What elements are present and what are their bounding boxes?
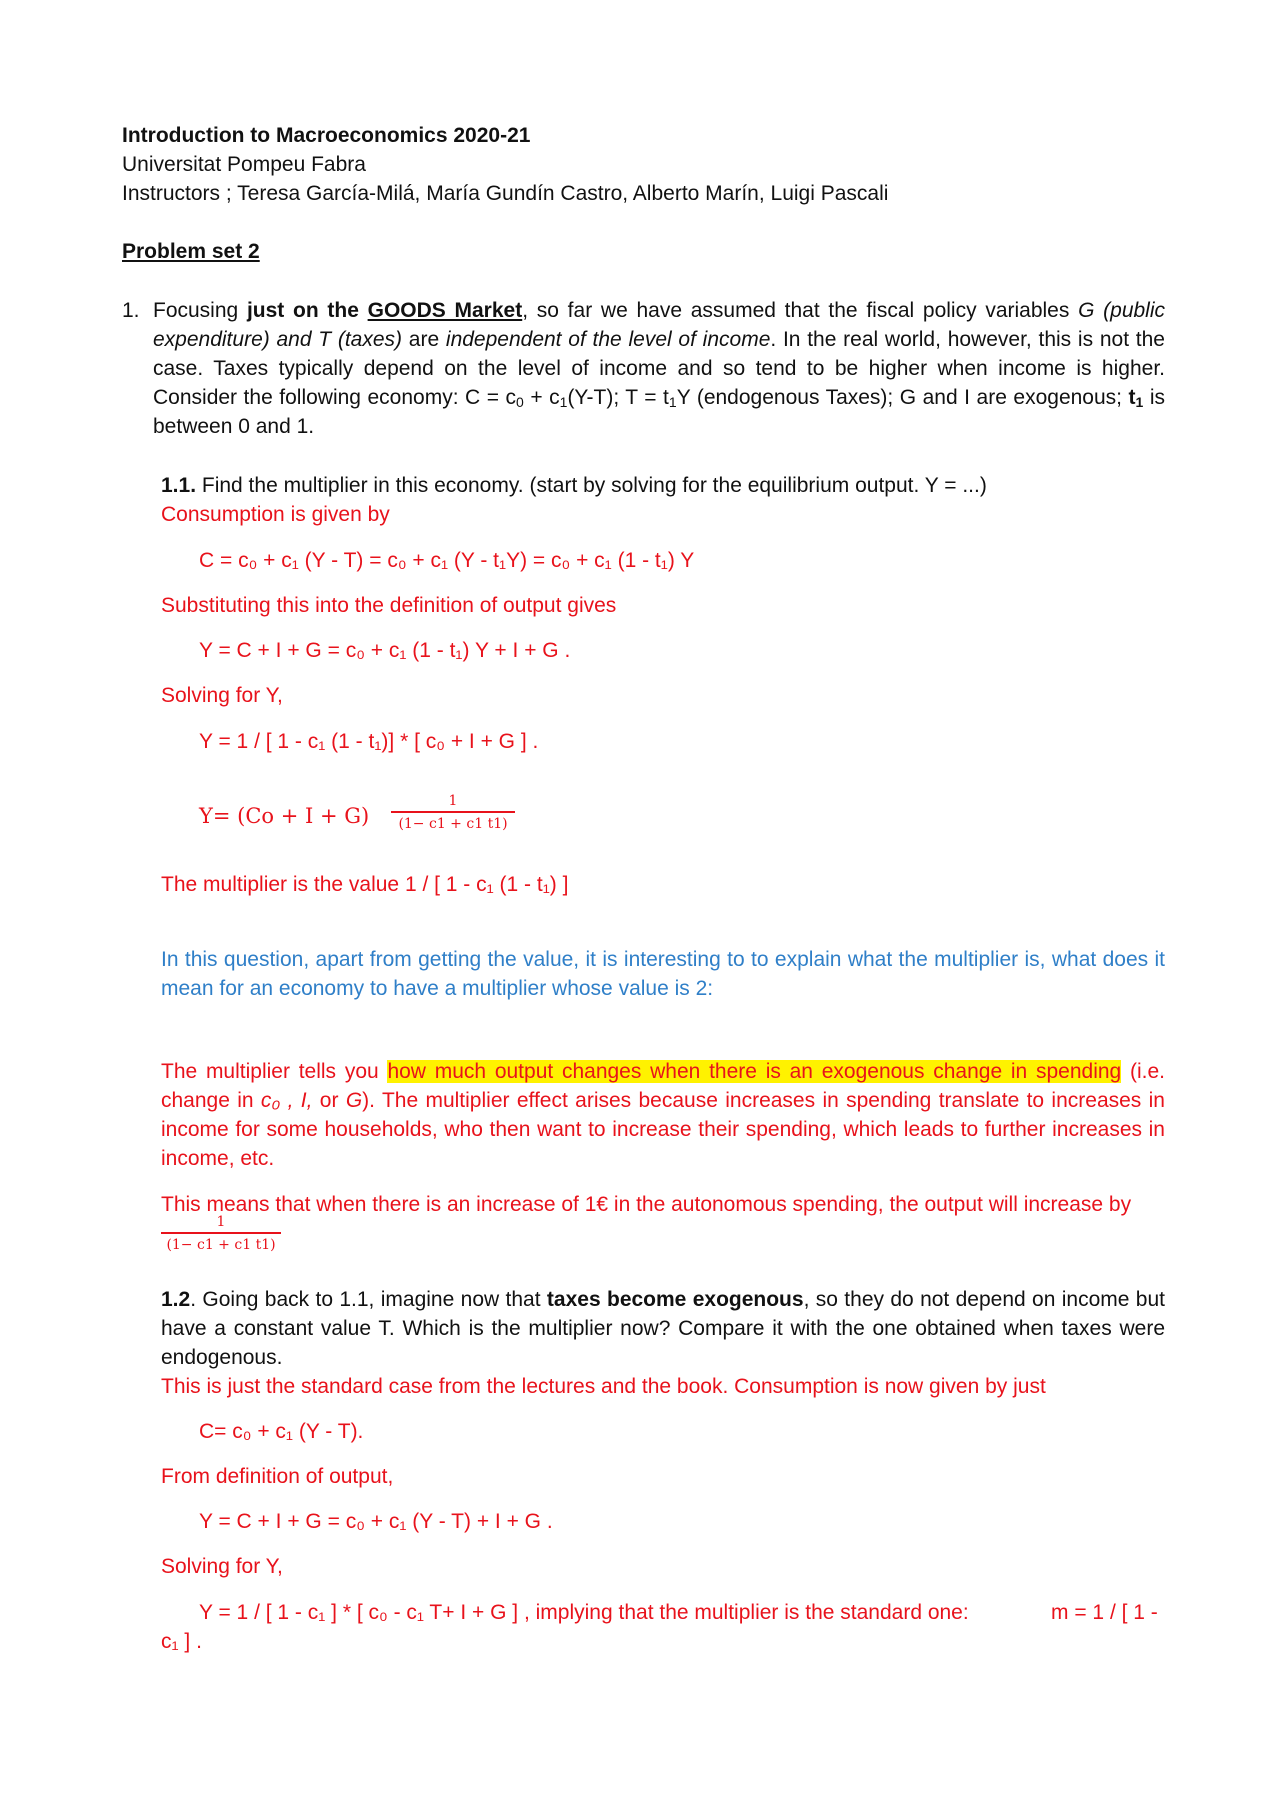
q1-part: Focusing bbox=[153, 299, 247, 322]
q1-goods-market: GOODS Market bbox=[367, 299, 523, 322]
q1-part-italic: independent of the level of income bbox=[445, 328, 771, 351]
question-1-2 bbox=[161, 1285, 1165, 1372]
q1-part-italic: G (public expenditure) and T (taxes) bbox=[153, 299, 1166, 351]
q12-part-bold: taxes become exogenous bbox=[546, 1288, 804, 1311]
expl-part: or bbox=[312, 1089, 346, 1112]
fraction-numerator: 1 bbox=[448, 793, 458, 809]
q1-part-bold: just on the bbox=[246, 299, 368, 322]
increase-fraction bbox=[161, 1213, 281, 1254]
fraction-denominator: (1− c1 + c1 t1) bbox=[166, 1236, 276, 1253]
q1-sub: 1 bbox=[1135, 394, 1144, 410]
expl-part: (i.e. change in bbox=[161, 1060, 1165, 1112]
q1-part: (Y-T); T = t bbox=[567, 386, 669, 409]
q1-part: . In the real world, however, this is not the case. Taxes typically depend on the level of income and so tend to be higher when income is higher. Consider the following economy: C = c bbox=[153, 328, 1165, 409]
q1-sub: 1 bbox=[668, 394, 677, 410]
university-name: Universitat Pompeu Fabra bbox=[122, 153, 366, 176]
equation-output-exog: Y = C + I + G = c₀ + c₁ (Y - T) + I + G . bbox=[199, 1510, 553, 1533]
q1-part: Y (endogenous Taxes); G and I are exogenous; bbox=[676, 386, 1129, 409]
multiplier-fraction bbox=[391, 792, 515, 833]
fraction-numerator: 1 bbox=[216, 1214, 226, 1230]
equation-consumption: C = c₀ + c₁ (Y - T) = c₀ + c₁ (Y - t₁Y) = c₀ + c₁ (1 - t₁) Y bbox=[199, 549, 695, 572]
multiplier-value-text: The multiplier is the value 1 / [ 1 - c₁ (1 - t₁) ] bbox=[161, 873, 569, 896]
fraction-bar bbox=[161, 1232, 281, 1234]
multiplier-explanation bbox=[161, 1057, 1165, 1173]
expl-part-italic: c₀ , I, bbox=[260, 1089, 313, 1112]
substituting-text: Substituting this into the definition of output gives bbox=[161, 594, 617, 617]
standard-case-text: This is just the standard case from the lectures and the book. Consumption is now given by just bbox=[161, 1375, 1046, 1398]
solving-text-2: Solving for Y, bbox=[161, 1555, 283, 1578]
question-1-text bbox=[153, 296, 1165, 441]
consumption-intro: Consumption is given by bbox=[161, 503, 390, 526]
question-1-1 bbox=[161, 471, 987, 500]
expl-part: ). The multiplier effect arises because increases in spending translate to increases in income for some households, who then want to increase their spending, which leads to further increases in income, etc. bbox=[161, 1089, 1165, 1170]
instructor-note: In this question, apart from getting the value, it is interesting to to explain what the multiplier is, what does it mean for an economy to have a multiplier whose value is 2: bbox=[161, 948, 1165, 1000]
q1-sub: 0 bbox=[516, 394, 524, 410]
equation-solution: Y = 1 / [ 1 - c₁ (1 - t₁)] * [ c₀ + I + G ] . bbox=[199, 730, 539, 753]
equation-output: Y = C + I + G = c₀ + c₁ (1 - t₁) Y + I + G . bbox=[199, 639, 571, 662]
equation-consumption-exog: C= c₀ + c₁ (Y - T). bbox=[199, 1420, 364, 1443]
definition-output-text: From definition of output, bbox=[161, 1465, 394, 1488]
q1-sub: 1 bbox=[559, 394, 568, 410]
q1-part: , so far we have assumed that the fiscal policy variables bbox=[522, 299, 1079, 322]
q1-part: are bbox=[402, 328, 446, 351]
means-text: This means that when there is an increase of 1€ in the autonomous spending, the output will increase by bbox=[161, 1193, 1132, 1216]
solving-text: Solving for Y, bbox=[161, 684, 283, 707]
q12-label: 1.2 bbox=[161, 1288, 191, 1311]
expl-part-italic: G bbox=[345, 1089, 363, 1112]
q11-label: 1.1. bbox=[161, 474, 197, 497]
q12-part: , so they do not depend on income but have a constant value T. Which is the multiplier now? Compare it with the one obtained when taxes were endogenous. bbox=[161, 1288, 1166, 1369]
equation-solution-exog: Y = 1 / [ 1 - c₁ ] * [ c₀ - c₁ T+ I + G ] , implying that the multiplier is the standard one: bbox=[199, 1601, 969, 1624]
standard-multiplier-end: c₁ ] . bbox=[161, 1630, 202, 1653]
question-1-number: 1. bbox=[122, 299, 140, 322]
instructors-line: Instructors ; Teresa García-Milá, María Gundín Castro, Alberto Marín, Luigi Pascali bbox=[122, 182, 889, 205]
highlighted-text: how much output changes when there is an exogenous change in spending bbox=[387, 1060, 1122, 1083]
q1-part-bold: t bbox=[1128, 386, 1136, 409]
equation-fraction-left: Y= (Co + I + G) bbox=[199, 804, 370, 828]
course-title: Introduction to Macroeconomics 2020-21 bbox=[122, 124, 531, 147]
fraction-bar bbox=[391, 811, 515, 813]
problem-set-title: Problem set 2 bbox=[122, 240, 260, 263]
fraction-denominator: (1− c1 + c1 t1) bbox=[398, 815, 508, 832]
expl-part: The multiplier tells you bbox=[161, 1060, 388, 1083]
q1-part: is between 0 and 1. bbox=[153, 386, 1165, 438]
standard-multiplier: m = 1 / [ 1 - bbox=[1051, 1601, 1158, 1624]
q11-question: Find the multiplier in this economy. (start by solving for the equilibrium output. Y = ...) bbox=[196, 474, 987, 497]
q1-part: + c bbox=[523, 386, 560, 409]
q12-part: . Going back to 1.1, imagine now that bbox=[190, 1288, 547, 1311]
